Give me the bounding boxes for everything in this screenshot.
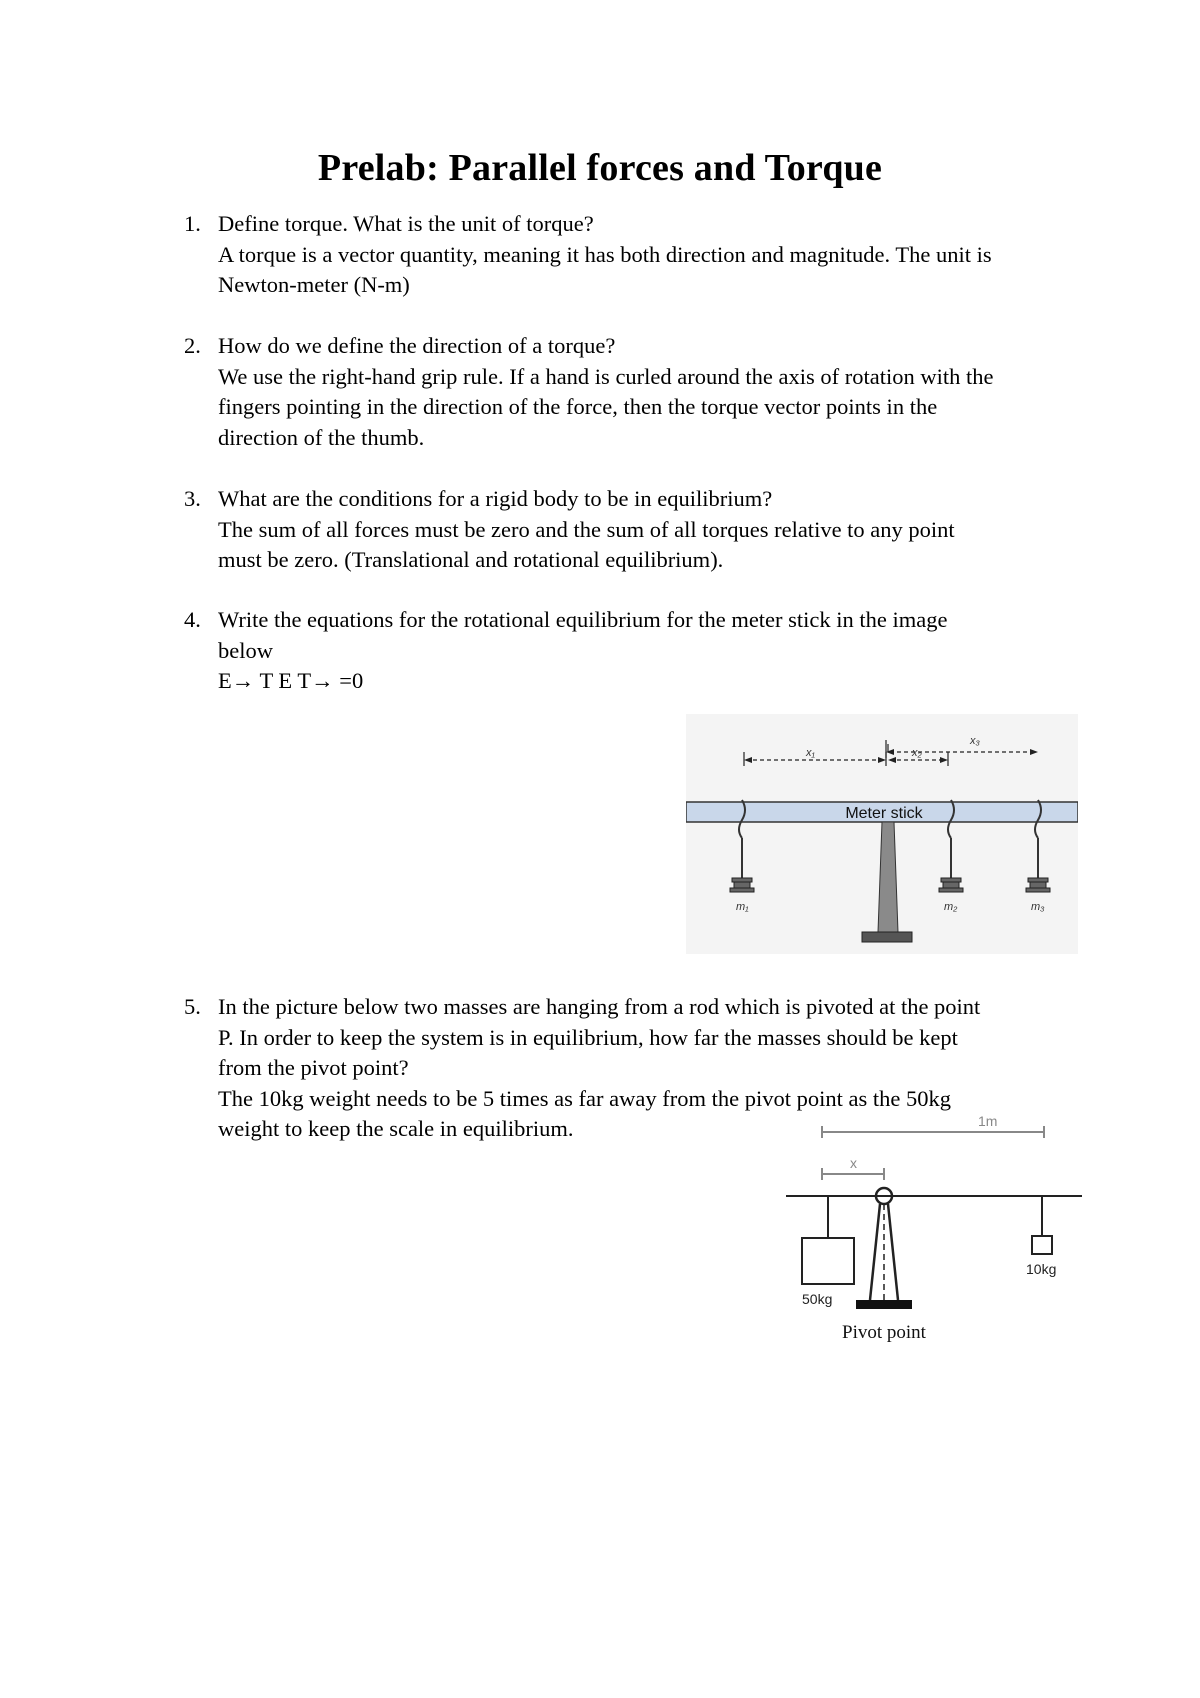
meter-stick-label: Meter stick	[845, 805, 923, 822]
question-number: 4.	[184, 607, 201, 632]
question-number: 3.	[184, 486, 201, 511]
pivot-rod-diagram	[780, 1112, 1090, 1352]
question-text: Define torque. What is the unit of torque?	[218, 211, 594, 236]
answer-text: Newton-meter (N-m)	[218, 272, 410, 297]
answer-equation: E→ T E T→ =0	[218, 668, 364, 693]
fulcrum-base	[862, 932, 912, 942]
answer-text: The 10kg weight needs to be 5 times as far away from the pivot point as the 50kg	[218, 1085, 951, 1111]
answer-text: direction of the thumb.	[218, 424, 425, 450]
question-text: How do we define the direction of a torque?	[218, 333, 616, 358]
m2-label: m₂	[944, 901, 958, 913]
answer-text: fingers pointing in the direction of the force, then the torque vector points in the	[218, 394, 938, 419]
question-3	[184, 484, 1084, 576]
question-number: 5.	[184, 994, 201, 1019]
x2-label: x₂	[912, 747, 922, 759]
question-number: 1.	[184, 211, 201, 236]
answer-text: The sum of all forces must be zero and the sum of all torques relative to any point	[218, 516, 955, 542]
question-text: In the picture below two masses are hanging from a rod which is pivoted at the point	[218, 994, 981, 1019]
x-label: x	[850, 1155, 857, 1171]
question-4	[184, 605, 1084, 697]
question-text: from the pivot point?	[218, 1055, 409, 1080]
question-1	[184, 209, 1084, 301]
m3-label: m₃	[1031, 901, 1045, 913]
page-title: Prelab: Parallel forces and Torque	[317, 147, 883, 189]
answer-text: A torque is a vector quantity, meaning it has both direction and magnitude. The unit is	[218, 241, 992, 267]
x1-label: x₁	[806, 747, 815, 759]
meter-stick-diagram	[686, 714, 1078, 954]
question-text: below	[218, 637, 273, 663]
pivot-base	[856, 1300, 912, 1309]
length-label: 1m	[978, 1113, 998, 1129]
question-2	[184, 331, 1084, 453]
question-text: What are the conditions for a rigid body to be in equilibrium?	[218, 486, 773, 511]
answer-text: must be zero. (Translational and rotational equilibrium).	[218, 547, 724, 572]
answer-text: weight to keep the scale in equilibrium.	[218, 1116, 574, 1141]
m1-label: m₁	[736, 901, 749, 913]
question-text: Write the equations for the rotational equilibrium for the meter stick in the image	[218, 607, 948, 632]
question-number: 2.	[184, 333, 201, 358]
answer-text: We use the right-hand grip rule. If a hand is curled around the axis of rotation with the	[218, 363, 994, 389]
x3-label: x₃	[970, 735, 980, 747]
mass-left-label: 50kg	[802, 1291, 833, 1307]
mass-10kg	[1032, 1236, 1052, 1254]
mass-right-label: 10kg	[1026, 1261, 1057, 1277]
pivot-label: Pivot point	[842, 1322, 926, 1343]
mass-50kg	[802, 1238, 854, 1284]
question-text: P. In order to keep the system is in equilibrium, how far the masses should be kept	[218, 1024, 958, 1050]
